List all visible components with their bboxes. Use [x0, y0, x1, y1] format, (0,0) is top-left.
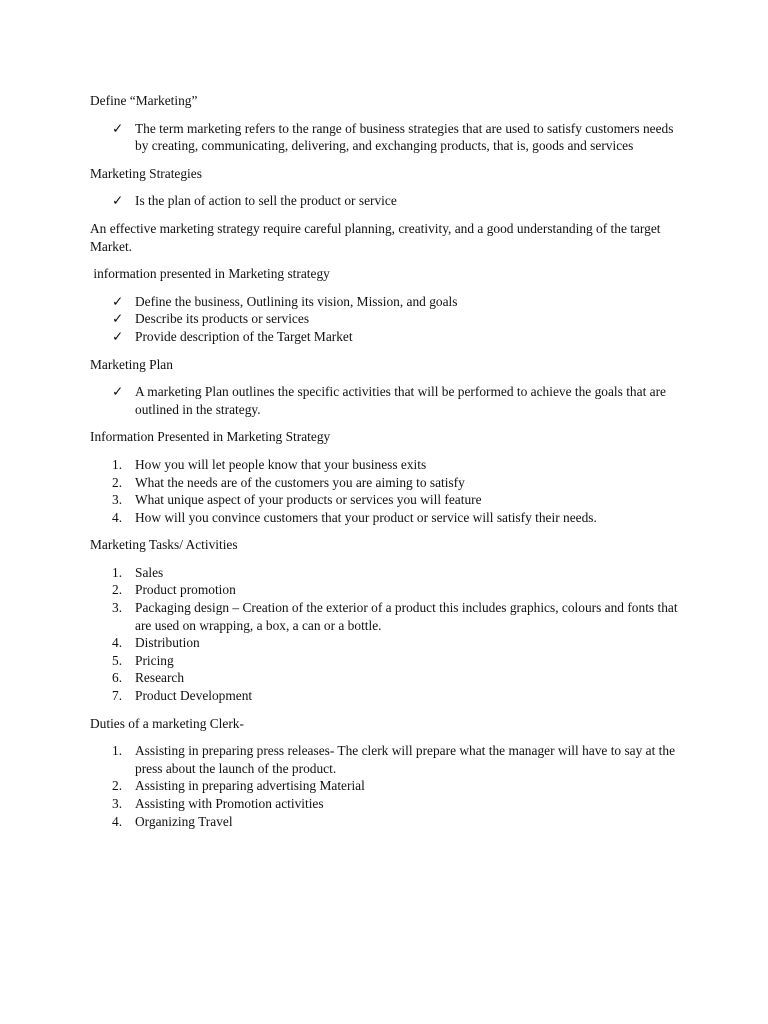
list-number: 6.: [112, 670, 123, 686]
list-item-text: Pricing: [135, 652, 174, 668]
checklist-marketing-strategies: [90, 192, 680, 210]
list-item-text: Sales: [135, 564, 164, 580]
list-number: 5.: [112, 652, 123, 668]
list-number: 3.: [112, 796, 123, 811]
list-item: [90, 813, 680, 831]
heading-marketing-strategies: Marketing Strategies: [90, 165, 202, 181]
list-item: [90, 383, 680, 418]
list-item-text: What the needs are of the customers you are aiming to satisfy: [135, 474, 465, 490]
checkmark-icon: ✓: [112, 328, 124, 344]
list-item: [90, 795, 680, 813]
list-item: [90, 669, 680, 687]
checklist-marketing-plan: [90, 383, 680, 418]
heading-marketing-tasks: Marketing Tasks/ Activities: [90, 537, 238, 553]
document-page: [90, 92, 680, 840]
list-item: [90, 293, 680, 311]
list-number: 2.: [112, 778, 123, 794]
list-item-text: Assisting with Promotion activities: [135, 796, 324, 811]
heading-duties-marketing-clerk: Duties of a marketing Clerk-: [90, 715, 244, 731]
list-number: 2.: [112, 474, 123, 490]
list-number: 1.: [112, 564, 123, 580]
list-item-text: What unique aspect of your products or services you will feature: [135, 492, 482, 508]
list-item-text: How will you convince customers that your product or service will satisfy their needs.: [135, 509, 597, 525]
list-item: [90, 491, 680, 509]
list-item-text: Assisting in preparing advertising Material: [135, 778, 365, 794]
list-item-text: Provide description of the Target Market: [135, 328, 353, 344]
list-number: 2.: [112, 582, 123, 598]
list-item: [90, 652, 680, 670]
paragraph-effective-strategy: An effective marketing strategy require careful planning, creativity, and a good understanding of the target Market.: [90, 220, 661, 254]
list-number: 3.: [112, 600, 123, 616]
list-item-text: Research: [135, 670, 185, 686]
list-item: [90, 742, 680, 777]
checkmark-icon: ✓: [112, 193, 124, 209]
checklist-information-presented: [90, 293, 680, 346]
list-item-text: Assisting in preparing press releases- The clerk will prepare what the manager will have to say at the press about the launch of the product.: [135, 743, 676, 776]
list-item: [90, 456, 680, 474]
list-item-text: A marketing Plan outlines the specific activities that will be performed to achieve the goals that are outlined in the strategy.: [135, 384, 666, 417]
list-number: 7.: [112, 688, 123, 704]
list-item-text: Is the plan of action to sell the product or service: [135, 193, 397, 209]
checkmark-icon: ✓: [112, 293, 124, 309]
list-item-text: Distribution: [135, 635, 200, 651]
list-number: 1.: [112, 743, 123, 759]
list-item: [90, 581, 680, 599]
heading-marketing-plan: Marketing Plan: [90, 356, 173, 372]
heading-define-marketing: Define “Marketing”: [90, 93, 198, 108]
list-number: 4.: [112, 813, 123, 829]
list-item-text: Product promotion: [135, 582, 236, 598]
list-item: [90, 777, 680, 795]
list-item: [90, 120, 680, 155]
list-number: 4.: [112, 635, 123, 651]
heading-information-presented-strategy: Information Presented in Marketing Strategy: [90, 429, 331, 445]
list-item: [90, 599, 680, 634]
numbered-list-information-presented: [90, 456, 680, 526]
list-item: [90, 509, 680, 527]
checkmark-icon: ✓: [112, 384, 124, 400]
list-item-text: Organizing Travel: [135, 813, 233, 829]
list-number: 4.: [112, 509, 123, 525]
numbered-list-marketing-tasks: [90, 564, 680, 705]
list-item-text: Describe its products or services: [135, 311, 310, 327]
checkmark-icon: ✓: [112, 311, 124, 327]
list-item-text: Packaging design – Creation of the exterior of a product this includes graphics, colours and fonts that are used on wrapping, a box, a can or a bottle.: [135, 600, 678, 633]
list-item-text: Define the business, Outlining its vision, Mission, and goals: [135, 293, 458, 309]
list-item: [90, 192, 680, 210]
list-number: 1.: [112, 456, 123, 472]
list-item: [90, 687, 680, 705]
list-item-text: The term marketing refers to the range of business strategies that are used to satisfy customers needs by creating, communicating, delivering, and exchanging products, that is, goods and services: [135, 120, 674, 154]
heading-information-presented: information presented in Marketing strategy: [90, 266, 330, 282]
list-item: [90, 634, 680, 652]
list-item-text: How you will let people know that your business exits: [135, 456, 427, 472]
list-item: [90, 328, 680, 346]
checklist-define-marketing: [90, 120, 680, 155]
list-item-text: Product Development: [135, 688, 253, 704]
list-item: [90, 474, 680, 492]
list-item: [90, 564, 680, 582]
numbered-list-duties: [90, 742, 680, 830]
checkmark-icon: ✓: [112, 120, 124, 136]
list-number: 3.: [112, 492, 123, 508]
list-item: [90, 310, 680, 328]
